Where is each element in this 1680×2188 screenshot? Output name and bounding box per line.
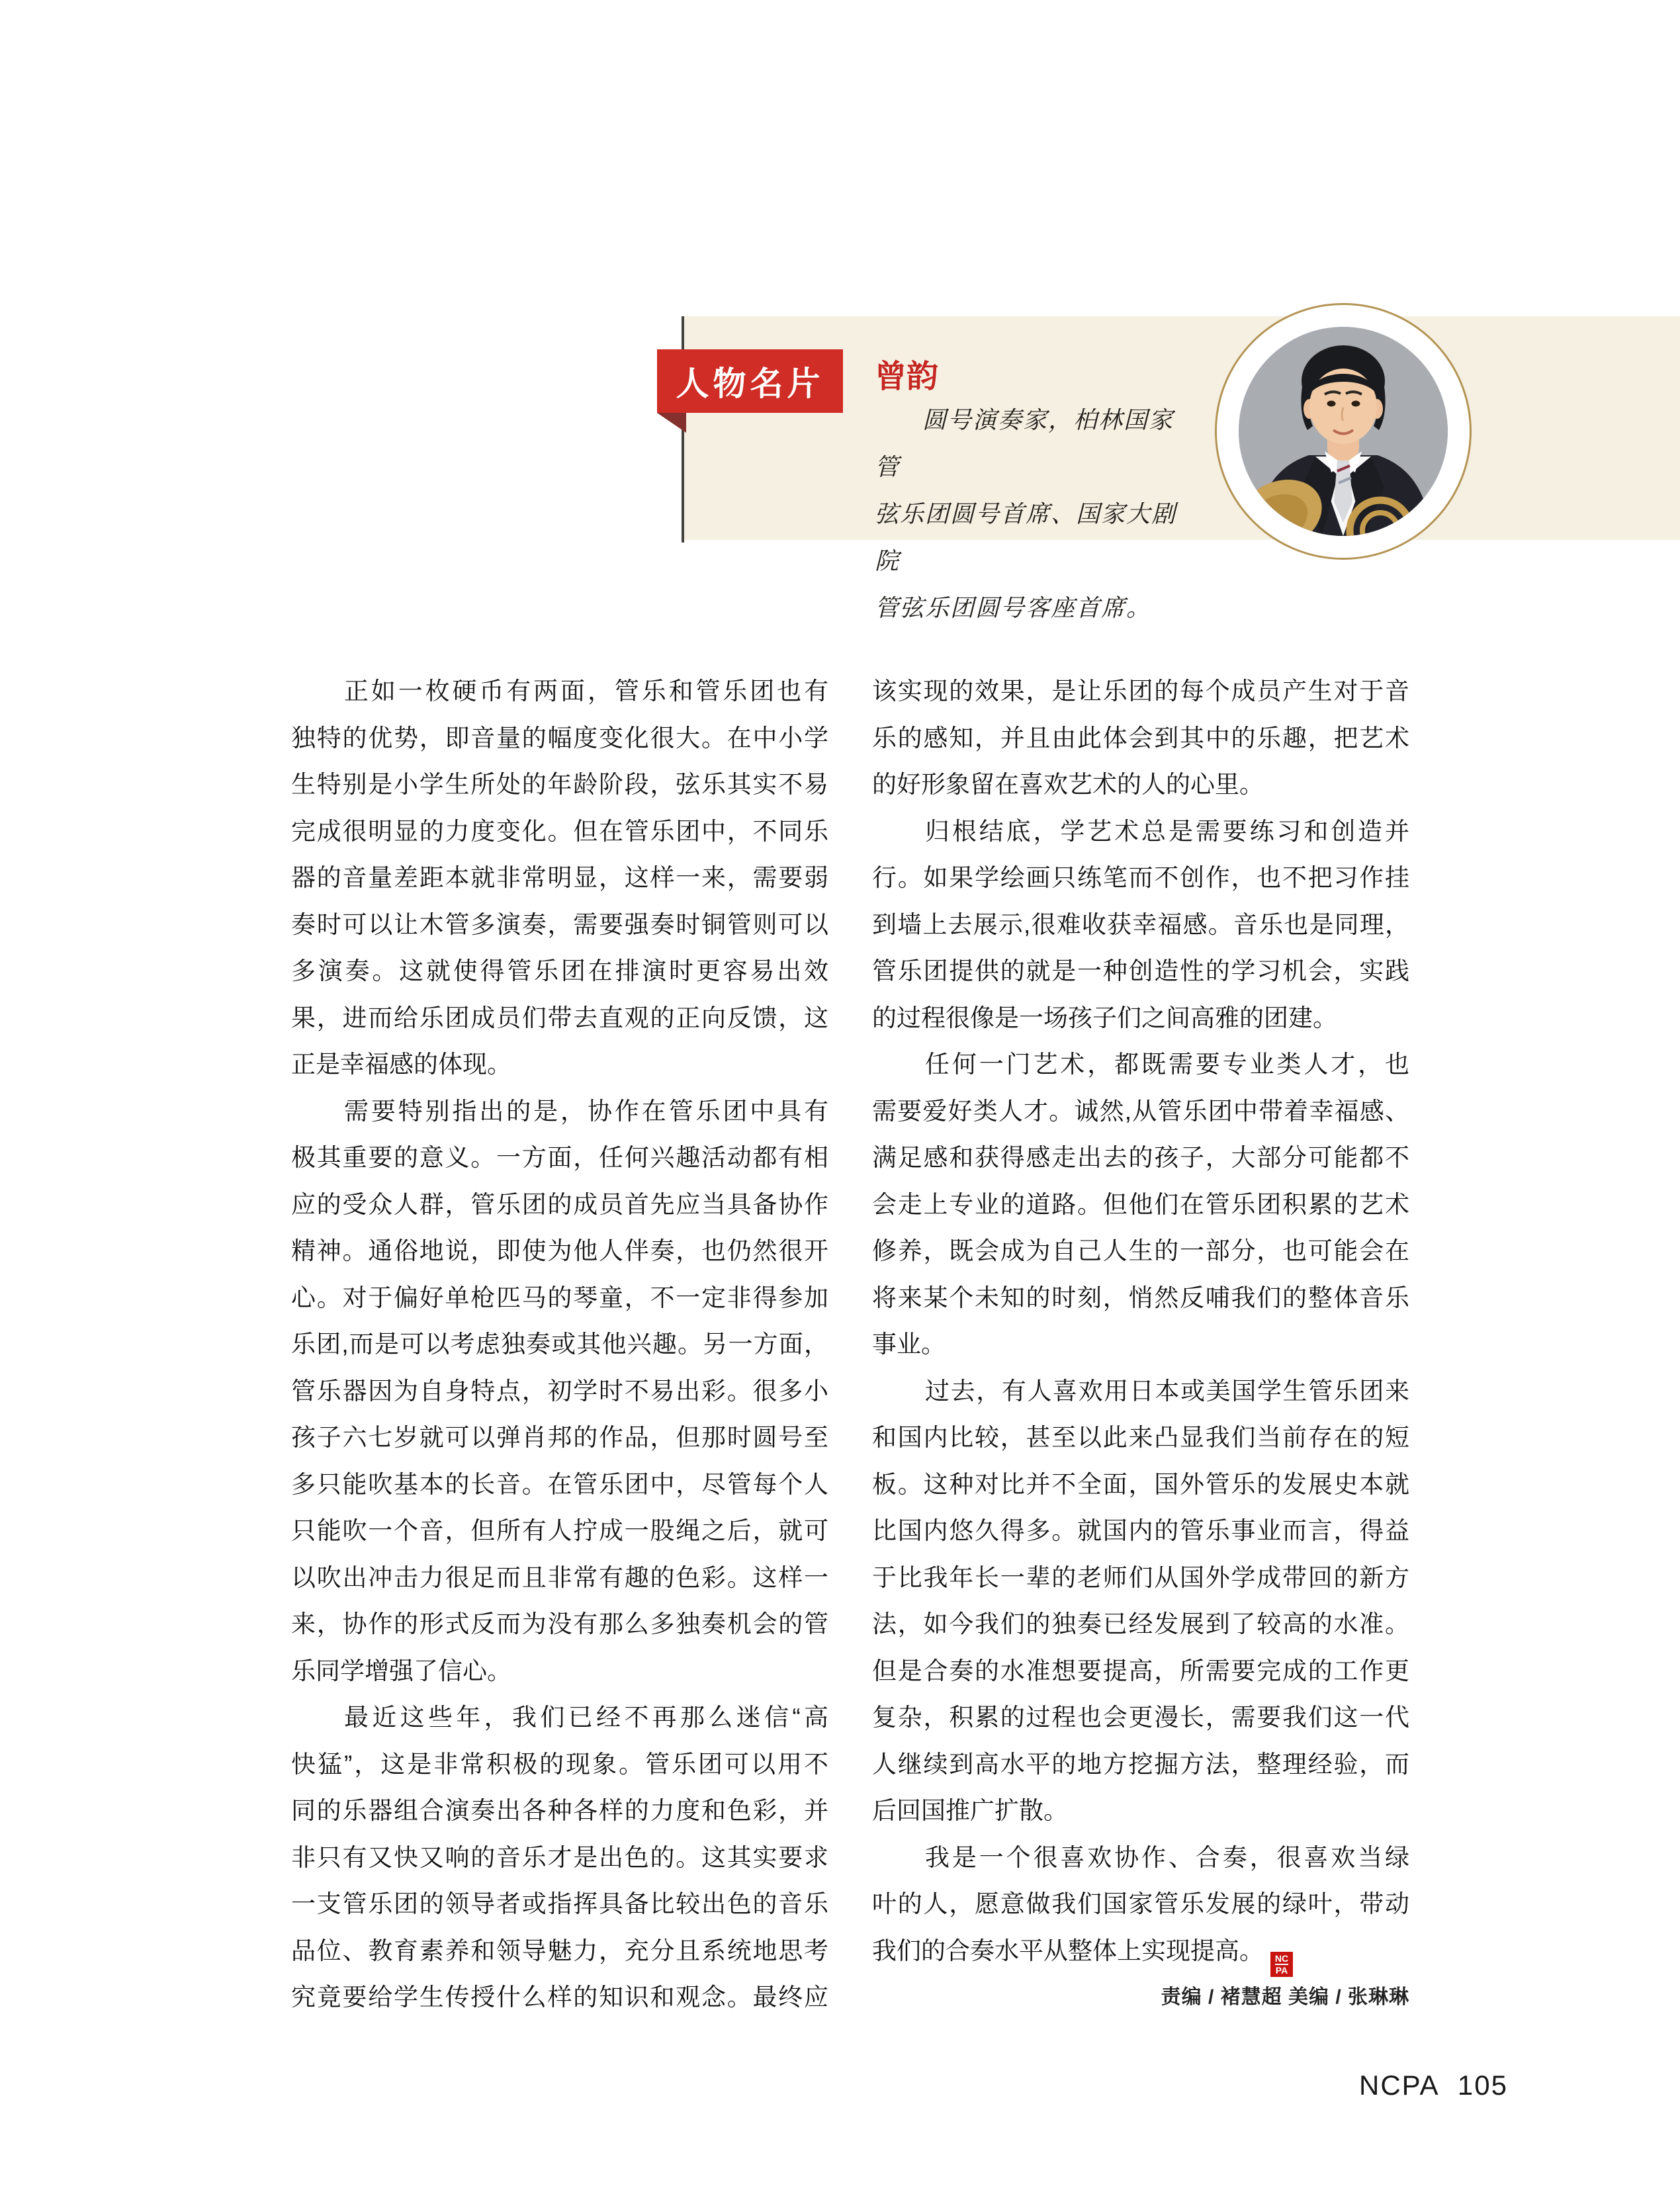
- text-line: 行。如果学绘画只练笔而不创作，也不把习作挂: [872, 864, 1409, 891]
- text-line: 乐的感知，并且由此体会到其中的乐趣，把艺术: [872, 724, 1409, 752]
- text-line: 归根结底，学艺术总是需要练习和创造并: [925, 817, 1409, 845]
- text-line: 过去，有人喜欢用日本或美国学生管乐团来: [925, 1377, 1409, 1405]
- text-line: 究竟要给学生传授什么样的知识和观念。最终应: [291, 1984, 828, 2011]
- text-line: 奏时可以让木管多演奏，需要强奏时铜管则可以: [291, 910, 828, 938]
- text-line: 比国内悠久得多。就国内的管乐事业而言，得益: [872, 1517, 1409, 1544]
- text-line: 的过程很像是一场孩子们之间高雅的团建。: [872, 1004, 1337, 1031]
- person-bio: [875, 397, 1198, 632]
- text-line: 满足感和获得感走出去的孩子，大部分可能都不: [872, 1144, 1409, 1171]
- text-line: 多演奏。这就使得管乐团在排演时更容易出效: [291, 957, 828, 985]
- text-line: 和国内比较，甚至以此来凸显我们当前存在的短: [872, 1424, 1409, 1451]
- text-line: 会走上专业的道路。但他们在管乐团积累的艺术: [872, 1190, 1409, 1218]
- profile-banner: [657, 349, 843, 413]
- text-line: 同的乐器组合演奏出各种各样的力度和色彩，并: [291, 1797, 828, 1824]
- text-line: 多只能吹基本的长音。在管乐团中，尽管每个人: [291, 1470, 828, 1498]
- text-line: 独特的优势，即音量的幅度变化很大。在中小学: [291, 724, 828, 752]
- text-line: 将来某个未知的时刻，悄然反哺我们的整体音乐: [872, 1284, 1409, 1311]
- text-line: 但是合奏的水准想要提高，所需要完成的工作更: [872, 1657, 1409, 1685]
- bio-line: 弦乐团圆号首席、国家大剧院: [875, 501, 1177, 575]
- text-line: 的好形象留在喜欢艺术的人的心里。: [872, 771, 1264, 798]
- text-line: 需要爱好类人才。诚然,从管乐团中带着幸福感、: [872, 1097, 1409, 1125]
- text-line: 正如一枚硬币有两面，管乐和管乐团也有: [344, 678, 828, 705]
- text-line: 非只有又快又响的音乐才是出色的。这其实要求: [291, 1843, 828, 1871]
- text-line: 我是一个很喜欢协作、合奏，很喜欢当绿: [925, 1843, 1409, 1871]
- editor-credits: 责编 / 褚慧超 美编 / 张琳琳: [1161, 1986, 1409, 2008]
- text-line: 完成很明显的力度变化。但在管乐团中，不同乐: [291, 817, 828, 845]
- text-line: 修养，既会成为自己人生的一部分，也可能会在: [872, 1237, 1409, 1264]
- article-column-right: [872, 668, 1409, 1974]
- text-line: 法，如今我们的独奏已经发展到了较高的水准。: [872, 1610, 1409, 1638]
- text-line: 生特别是小学生所处的年龄阶段，弦乐其实不易: [291, 771, 828, 798]
- bio-line: 圆号演奏家，柏林国家管: [875, 407, 1174, 481]
- text-line: 复杂，积累的过程也会更漫长，需要我们这一代: [872, 1704, 1409, 1731]
- ncpa-seal-icon: $\frac{NC}{PA}$: [1270, 1952, 1293, 1977]
- text-line: 应的受众人群，管乐团的成员首先应当具备协作: [291, 1190, 828, 1218]
- text-line: 精神。通俗地说，即使为他人伴奏，也仍然很开: [291, 1237, 828, 1264]
- text-line: 品位、教育素养和领导魅力，充分且系统地思考: [291, 1937, 828, 1964]
- text-line: 果，进而给乐团成员们带去直观的正向反馈，这: [291, 1004, 828, 1031]
- text-line: 到墙上去展示,很难收获幸福感。音乐也是同理，: [872, 910, 1409, 938]
- banner-fold: [657, 413, 686, 433]
- text-line: 我们的合奏水平从整体上实现提高。 $\frac{NC}{PA}$: [872, 1928, 1409, 1975]
- text-line: 以吹出冲击力很足而且非常有趣的色彩。这样一: [291, 1563, 828, 1591]
- text-line: 该实现的效果，是让乐团的每个成员产生对于音: [872, 678, 1409, 705]
- horn-player-portrait-icon: [1239, 327, 1448, 536]
- text-line: 乐团,而是可以考虑独奏或其他兴趣。另一方面，: [291, 1331, 828, 1358]
- bio-line: 管弦乐团圆号客座首席。: [875, 595, 1152, 622]
- text-line: 任何一门艺术，都既需要专业类人才，也: [925, 1051, 1409, 1078]
- text-line: 事业。: [872, 1331, 946, 1358]
- text-line: 乐同学增强了信心。: [291, 1657, 511, 1685]
- text-line: 后回国推广扩散。: [872, 1797, 1068, 1824]
- text-line: 板。这种对比并不全面，国外管乐的发展史本就: [872, 1470, 1409, 1498]
- text-line: 快猛”，这是非常积极的现象。管乐团可以用不: [291, 1750, 828, 1778]
- text-line: 器的音量差距本就非常明显，这样一来，需要弱: [291, 864, 828, 891]
- portrait-photo: [1239, 327, 1448, 536]
- text-line: 孩子六七岁就可以弹肖邦的作品，但那时圆号至: [291, 1424, 828, 1451]
- banner-label: 人物名片: [676, 365, 824, 402]
- text-line: 最近这些年，我们已经不再那么迷信“高: [344, 1704, 828, 1731]
- text-line: 需要特别指出的是，协作在管乐团中具有: [344, 1097, 828, 1125]
- text-line: 一支管乐团的领导者或指挥具备比较出色的音乐: [291, 1890, 828, 1917]
- person-name: 曾韵: [875, 358, 939, 395]
- article-column-left: [291, 668, 828, 2021]
- portrait-ring: [1215, 303, 1472, 560]
- text-line: 极其重要的意义。一方面，任何兴趣活动都有相: [291, 1144, 828, 1171]
- text-line: 心。对于偏好单枪匹马的琴童，不一定非得参加: [291, 1284, 828, 1311]
- text-line: 于比我年长一辈的老师们从国外学成带回的新方: [872, 1563, 1409, 1591]
- text-line: 来，协作的形式反而为没有那么多独奏机会的管: [291, 1610, 828, 1638]
- text-line: 管乐器因为自身特点，初学时不易出彩。很多小: [291, 1377, 828, 1405]
- text-line: 只能吹一个音，但所有人拧成一股绳之后，就可: [291, 1517, 828, 1544]
- text-line: 管乐团提供的就是一种创造性的学习机会，实践: [872, 957, 1409, 985]
- text-line: 叶的人，愿意做我们国家管乐发展的绿叶，带动: [872, 1890, 1409, 1917]
- text-line: 正是幸福感的体现。: [291, 1051, 511, 1078]
- text-line: 人继续到高水平的地方挖掘方法，整理经验，而: [872, 1750, 1409, 1778]
- page-footer: NCPA 105: [1359, 2070, 1508, 2101]
